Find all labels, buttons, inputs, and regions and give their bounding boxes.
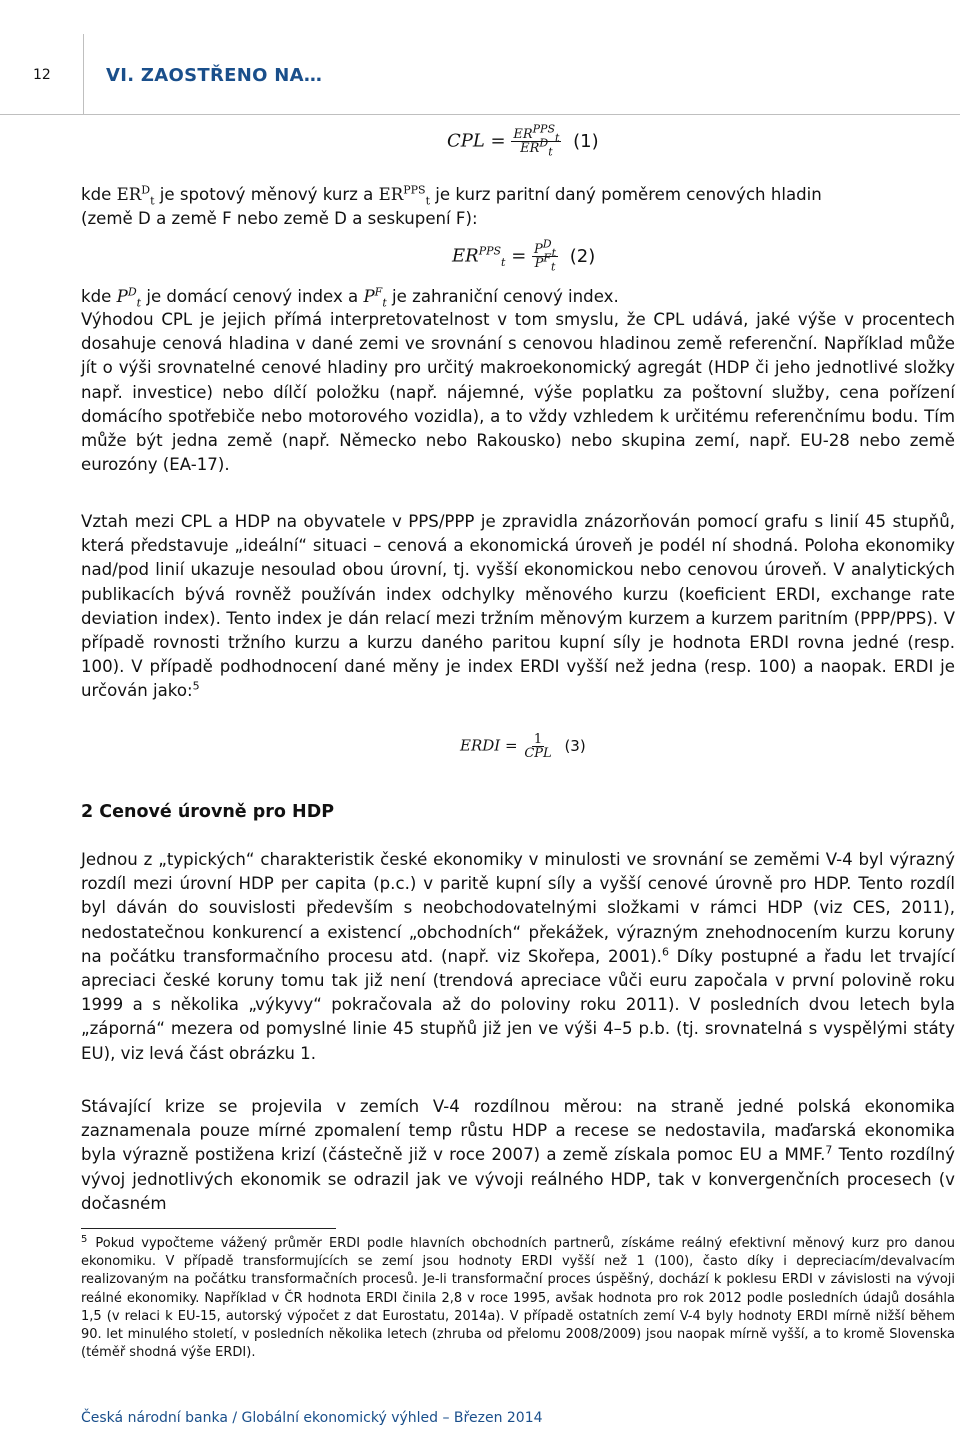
page-footer: Česká národní banka / Globální ekonomický výhled – Březen 2014 (81, 1410, 543, 1426)
eq2-numerator: $P^D_t$ (534, 237, 557, 260)
equation-3: ERDI = $\frac{1}{\text{CPL}}$ (3) (460, 732, 586, 761)
header-rule (0, 114, 960, 115)
paragraph-3: Jednou z „typických“ charakteristik české ekonomiky v minulosti ve srovnání se zeměmi V-4 byl výrazný rozdíl mezi úrovní HDP per capita (p.c.) v paritě kupní síly a vyšší cenové úrovně pro HDP. Tento rozdíl byl dáván do souvislosti především s neobchodovatelnými složkami v rámci HDP (viz CES, 2011), nedostatečnou konkurencí a existencí „obchodních“ překážek, výrazným znehodnocením kurzu koruny na počátku transformačního procesu atd. (např. viz Skořepa, 2001).$^6$ Díky postupné a řadu let trvající apreciaci české koruny tomu tak již není (trendová apreciace vůči euru započala v první polovině roku 1999 a s několika „výkyvy“ pokračovala až do poloviny roku 2011). V posledních dvou letech byla „záporná“ mezera od pomyslné linie 45 stupňů již jen ve výši 4–5 p.b. (tj. srovnatelná s vyspělými státy EU), viz levá část obrázku 1. (81, 850, 955, 1063)
paragraph-1: Výhodou CPL je jejich přímá interpretovatelnost v tom smyslu, že CPL udává, jaké výše v procentech dosahuje cenová hladina v dané zemi ve srovnání s cenovou hladinou země referenční. Například může jít o výši srovnatelné cenové hladiny pro určitý makroekonomický agregát (HDP či jeho jednotlivé složky např. investice) nebo dílčí položku (např. nájemné, výše poplatku za poštovní služby, cena pořízení domácího spotřebiče nebo motorového vozidla), a to vždy vzhledem k určitému referenčnímu bodu. Tím může být jedna země (např. Německo nebo Rakousko) nebo skupina zemí, např. EU-28 nebo země eurozóny (EA-17). (81, 310, 955, 475)
section-heading: 2 Cenové úrovně pro HDP (81, 802, 335, 822)
eq2-number: (2) (569, 245, 596, 267)
eq3-fraction (522, 733, 553, 760)
kde-line-1: kde $ER^D_t$ je spotový měnový kurz a $ER^{PPS}_t$ je kurz paritní daný poměrem cenových hladin (81, 183, 822, 208)
page-number: 12 (33, 67, 51, 83)
kde-line-2: kde $P^D_t$ je domácí cenový index a $P^F_t$ je zahraniční cenový index. (81, 285, 619, 310)
eq1-fraction (511, 122, 561, 159)
eq3-number: (3) (564, 736, 586, 755)
kde-line-1b: (země D a země F nebo země D a seskupení F): (81, 209, 478, 228)
paragraph-4: Stávající krize se projevila v zemích V-4 rozdílnou měrou: na straně jedné polská ekonomika zaznamenala pouze mírné zpomalení temp růstu HDP a recese se nedostavila, maďarská ekonomika byla výrazně postižena krizí (částečně již v roce 2007) a země získala pomoc EU a MMF.$^7$ Tento rozdílný vývoj jednotlivých ekonomik se odrazil jak ve vývoji reálného HDP, tak v konvergenčních procesech (v dočasném (81, 1097, 955, 1213)
footnote-5 (81, 1235, 955, 1362)
footnote-rule (81, 1228, 336, 1229)
chapter-title: VI. ZAOSTŘENO NA… (106, 65, 323, 86)
equation-2: $ER^{PPS}_t$ = $\frac{P^D_t}{P^F_t}$ (2) (452, 237, 596, 274)
eq3-denominator: CPL (524, 746, 552, 761)
eq1-number: (1) (573, 130, 599, 152)
eq1-denominator: $ER^D_t$ (520, 136, 553, 159)
eq1-numerator: $ER^{PPS}_t$ (513, 122, 560, 145)
paragraph-2: Vztah mezi CPL a HDP na obyvatele v PPS/PPP je zpravidla znázorňován pomocí grafu s linií 45 stupňů, která představuje „ideální“ situaci – cenová a ekonomická úroveň je podél ní shodná. Poloha ekonomiky nad/pod linií ukazuje nesoulad obou úrovní, tj. vyšší ekonomickou nebo cenovou úroveň. V analytických publikacích bývá rovněž používán index odchylky měnového kurzu (koeficient ERDI, exchange rate deviation index). Tento index je dán relací mezi tržním měnovým kurzem a kurzem paritním (PPP/PPS). V případě rovnosti tržního kurzu a kurzu daného paritou kupní síly je hodnota ERDI rovna jedné (resp. 100). V případě podhodnocení dané měny je index ERDI vyšší než jedna (resp. 100) a naopak. ERDI je určován jako:$^5$ (81, 512, 955, 701)
footnote-mark: 5 (81, 1233, 88, 1245)
equation-1 (447, 122, 599, 159)
footnote-text: Pokud vypočteme vážený průměr ERDI podle hlavních obchodních partnerů, získáme reálný efektivní měnový kurz pro danou ekonomiku. V případě transformujících se zemí jsou hodnoty ERDI vyšší než 1 (100), často díky i depreciacím/devalvacím realizovaným na počátku transformačních procesů. Je-li transformační proces úspěšný, dochází k poklesu ERDI v závislosti na vývoji reálné ekonomiky. Například v ČR hodnota ERDI činila 2,8 v roce 1995, avšak hodnota pro rok 2012 podle posledních údajů dosáhla 1,5 (v relaci k EU-15, autorský výpočet z dat Eurostatu, 2014a). V případě ostatních zemí V-4 byly hodnoty ERDI mírně nižší během 90. let minulého století, v posledních několika letech (zhruba od přelomu 2008/2009) jsou naopak mírně vyšší, a to kromě Slovenska (téměř shodná výše ERDI). (81, 1236, 955, 1361)
eq2-denominator: $P^F_t$ (534, 251, 556, 274)
header-separator (83, 34, 84, 114)
eq2-fraction (532, 237, 558, 274)
eq3-numerator: 1 (533, 732, 543, 747)
eq1-lhs: CPL = (447, 130, 506, 152)
